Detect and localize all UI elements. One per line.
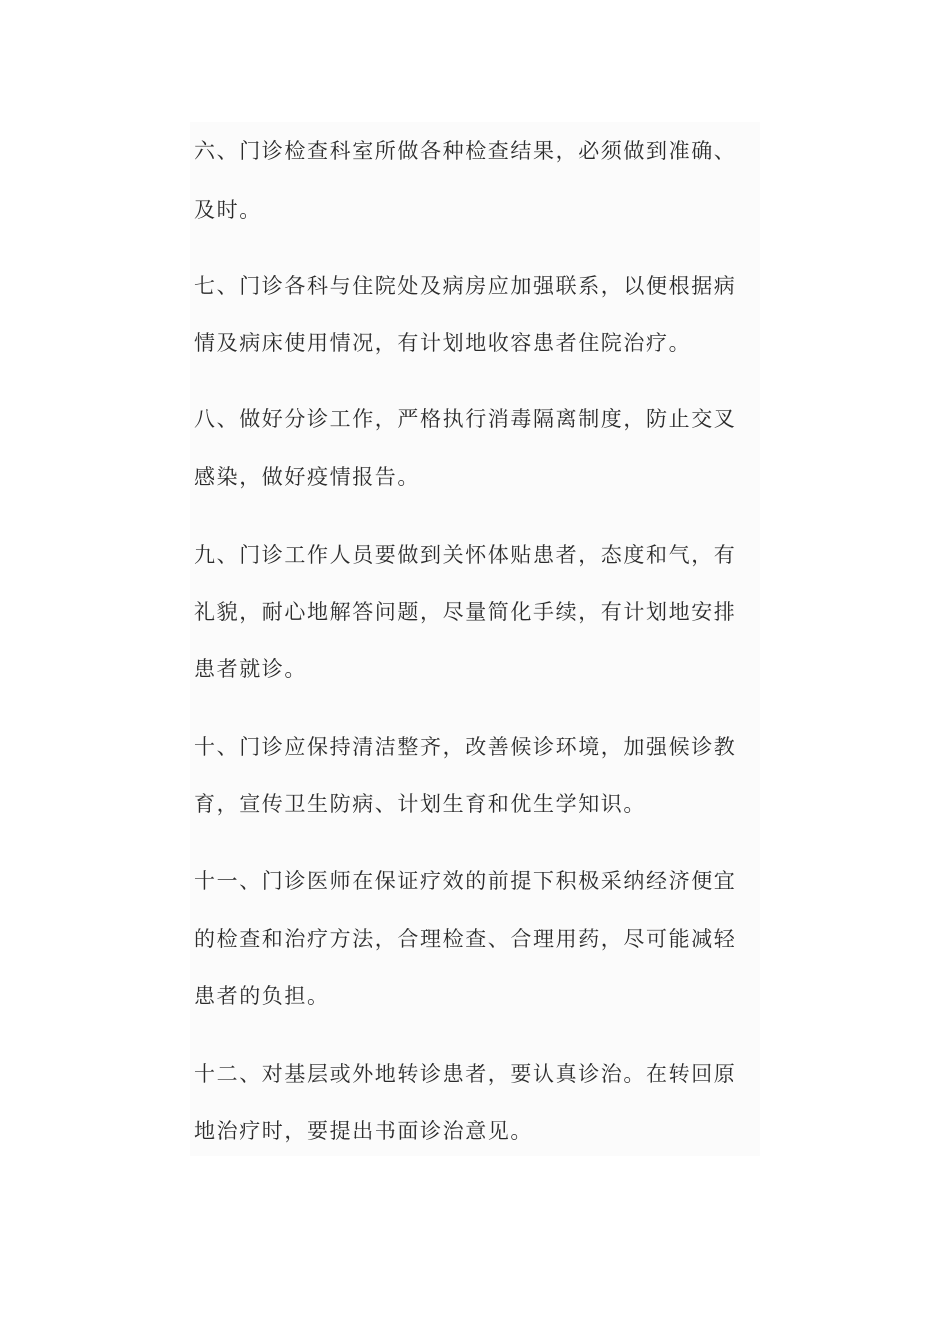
- rule-8-line-2: 感染，做好疫情报告。: [194, 465, 420, 489]
- rule-11-line-2: 的检查和治疗方法，合理检查、合理用药，尽可能减轻: [194, 927, 737, 951]
- rule-6-line-1: 六、门诊检查科室所做各种检查结果，必须做到准确、: [194, 139, 737, 163]
- rule-12-line-1: 十二、对基层或外地转诊患者，要认真诊治。在转回原: [194, 1062, 737, 1086]
- rule-9-line-2: 礼貌，耐心地解答问题，尽量简化手续，有计划地安排: [194, 600, 737, 624]
- rule-9-line-1: 九、门诊工作人员要做到关怀体贴患者，态度和气，有: [194, 543, 737, 567]
- rule-9-line-3: 患者就诊。: [194, 657, 307, 681]
- rule-7-line-1: 七、门诊各科与住院处及病房应加强联系，以便根据病: [194, 274, 737, 298]
- rule-10-line-1: 十、门诊应保持清洁整齐，改善候诊环境，加强候诊教: [194, 735, 737, 759]
- rule-7-line-2: 情及病床使用情况，有计划地收容患者住院治疗。: [194, 331, 692, 355]
- rules-text-block: [190, 122, 760, 1156]
- rule-12-line-2: 地治疗时，要提出书面诊治意见。: [194, 1119, 533, 1143]
- rule-6-line-2: 及时。: [194, 198, 262, 222]
- rule-11-line-3: 患者的负担。: [194, 984, 330, 1008]
- rule-10-line-2: 育，宣传卫生防病、计划生育和优生学知识。: [194, 792, 646, 816]
- rule-11-line-1: 十一、门诊医师在保证疗效的前提下积极采纳经济便宜: [194, 869, 737, 893]
- rule-8-line-1: 八、做好分诊工作，严格执行消毒隔离制度，防止交叉: [194, 407, 737, 431]
